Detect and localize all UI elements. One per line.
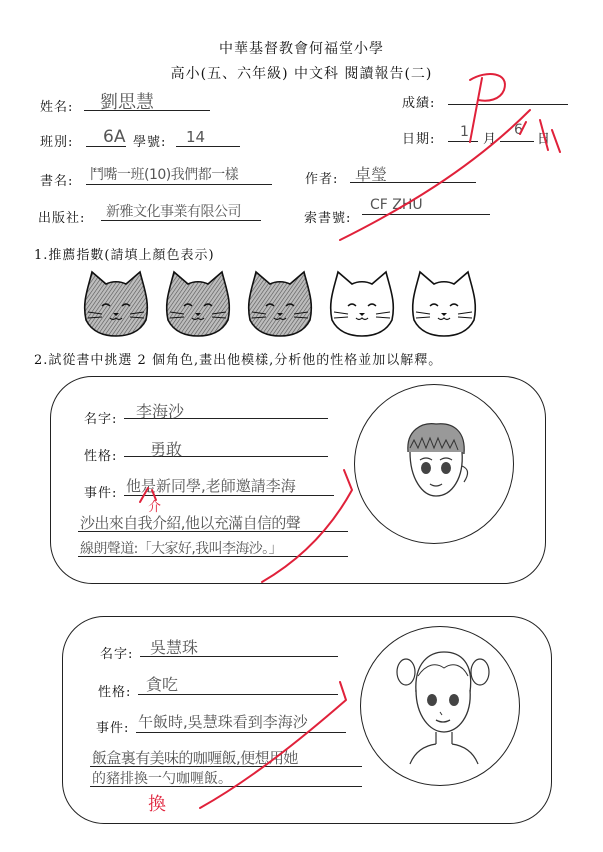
boy-portrait-drawing xyxy=(400,418,480,508)
callno-label: 索書號: xyxy=(304,211,352,226)
girl-portrait-drawing xyxy=(396,646,492,766)
cat-3-filled xyxy=(249,272,312,336)
score-label: 成績: xyxy=(402,96,436,111)
card1-name-value[interactable]: 李海沙 xyxy=(136,402,185,421)
number-value[interactable]: 14 xyxy=(186,128,206,146)
card1-event-label: 事件: xyxy=(84,486,118,501)
card1-trait-value[interactable]: 勇敢 xyxy=(150,440,183,459)
card1-event-line-2[interactable]: 沙出來自我介紹,他以充滿自信的聲 xyxy=(80,514,301,532)
school-name: 中華基督教會何福堂小學 xyxy=(219,41,384,57)
card2-event-underline-1 xyxy=(136,732,346,733)
class-label: 班別: xyxy=(40,135,74,150)
number-underline xyxy=(176,146,240,147)
card1-event-line-3[interactable]: 線朗聲道:「大家好,我叫李海沙。」 xyxy=(80,541,282,557)
author-value[interactable]: 卓瑩 xyxy=(355,165,388,184)
card2-trait-label: 性格: xyxy=(98,685,132,700)
card2-event-line-2[interactable]: 飯盒裏有美味的咖喱飯,便想用她 xyxy=(92,749,298,767)
cat-2-filled xyxy=(167,272,230,336)
publisher-value[interactable]: 新雅文化事業有限公司 xyxy=(106,204,241,220)
card2-event-line-1[interactable]: 午飯時,吳慧珠看到李海沙 xyxy=(138,713,308,731)
publisher-label: 出版社: xyxy=(38,211,86,226)
question-2: 2.試從書中挑選 2 個角色,畫出他模樣,分析他的性格並加以解釋。 xyxy=(34,353,443,368)
callno-value[interactable]: CF ZHU xyxy=(370,197,423,213)
date-day-value[interactable]: 6 xyxy=(514,122,523,138)
card2-event-line-3[interactable]: 的豬排換一勺咖喱飯。 xyxy=(92,771,232,787)
card1-correction: 介 xyxy=(148,500,162,515)
cat-4-empty xyxy=(331,272,394,336)
cat-1-filled xyxy=(85,272,148,336)
author-label: 作者: xyxy=(305,172,339,187)
report-subtitle: 高小(五、六年級) 中文科 閱讀報告(二) xyxy=(170,66,433,82)
grade-mark-stem xyxy=(470,78,482,142)
date-day-underline xyxy=(500,141,534,142)
name-value[interactable]: 劉思慧 xyxy=(100,92,154,113)
class-value[interactable]: 6A xyxy=(103,127,126,147)
date-label: 日期: xyxy=(402,132,436,147)
card2-name-label: 名字: xyxy=(100,647,134,662)
cat-5-empty xyxy=(413,272,476,336)
callno-underline xyxy=(362,214,490,215)
card1-name-label: 名字: xyxy=(84,412,118,427)
card2-correction: 換 xyxy=(148,794,166,815)
date-month-unit: 月 xyxy=(483,132,498,147)
book-label: 書名: xyxy=(40,174,74,189)
date-day-unit: 日 xyxy=(537,132,552,147)
book-value[interactable]: 鬥嘴一班(10)我們都一樣 xyxy=(90,167,239,183)
card2-event-label: 事件: xyxy=(96,721,130,736)
card2-name-value[interactable]: 吳慧珠 xyxy=(150,638,199,657)
card1-event-line-1[interactable]: 他是新同學,老師邀請李海 xyxy=(126,477,296,495)
question-1: 1.推薦指數(請填上顏色表示) xyxy=(34,248,215,263)
date-month-underline xyxy=(448,141,478,142)
score-underline[interactable] xyxy=(448,104,568,105)
rating-cats xyxy=(76,268,496,338)
card2-trait-value[interactable]: 貪吃 xyxy=(146,675,179,694)
number-label: 學號: xyxy=(133,135,167,150)
name-label: 姓名: xyxy=(40,100,74,115)
date-month-value[interactable]: 1 xyxy=(460,124,469,140)
book-underline xyxy=(86,184,272,185)
card1-trait-label: 性格: xyxy=(84,449,118,464)
